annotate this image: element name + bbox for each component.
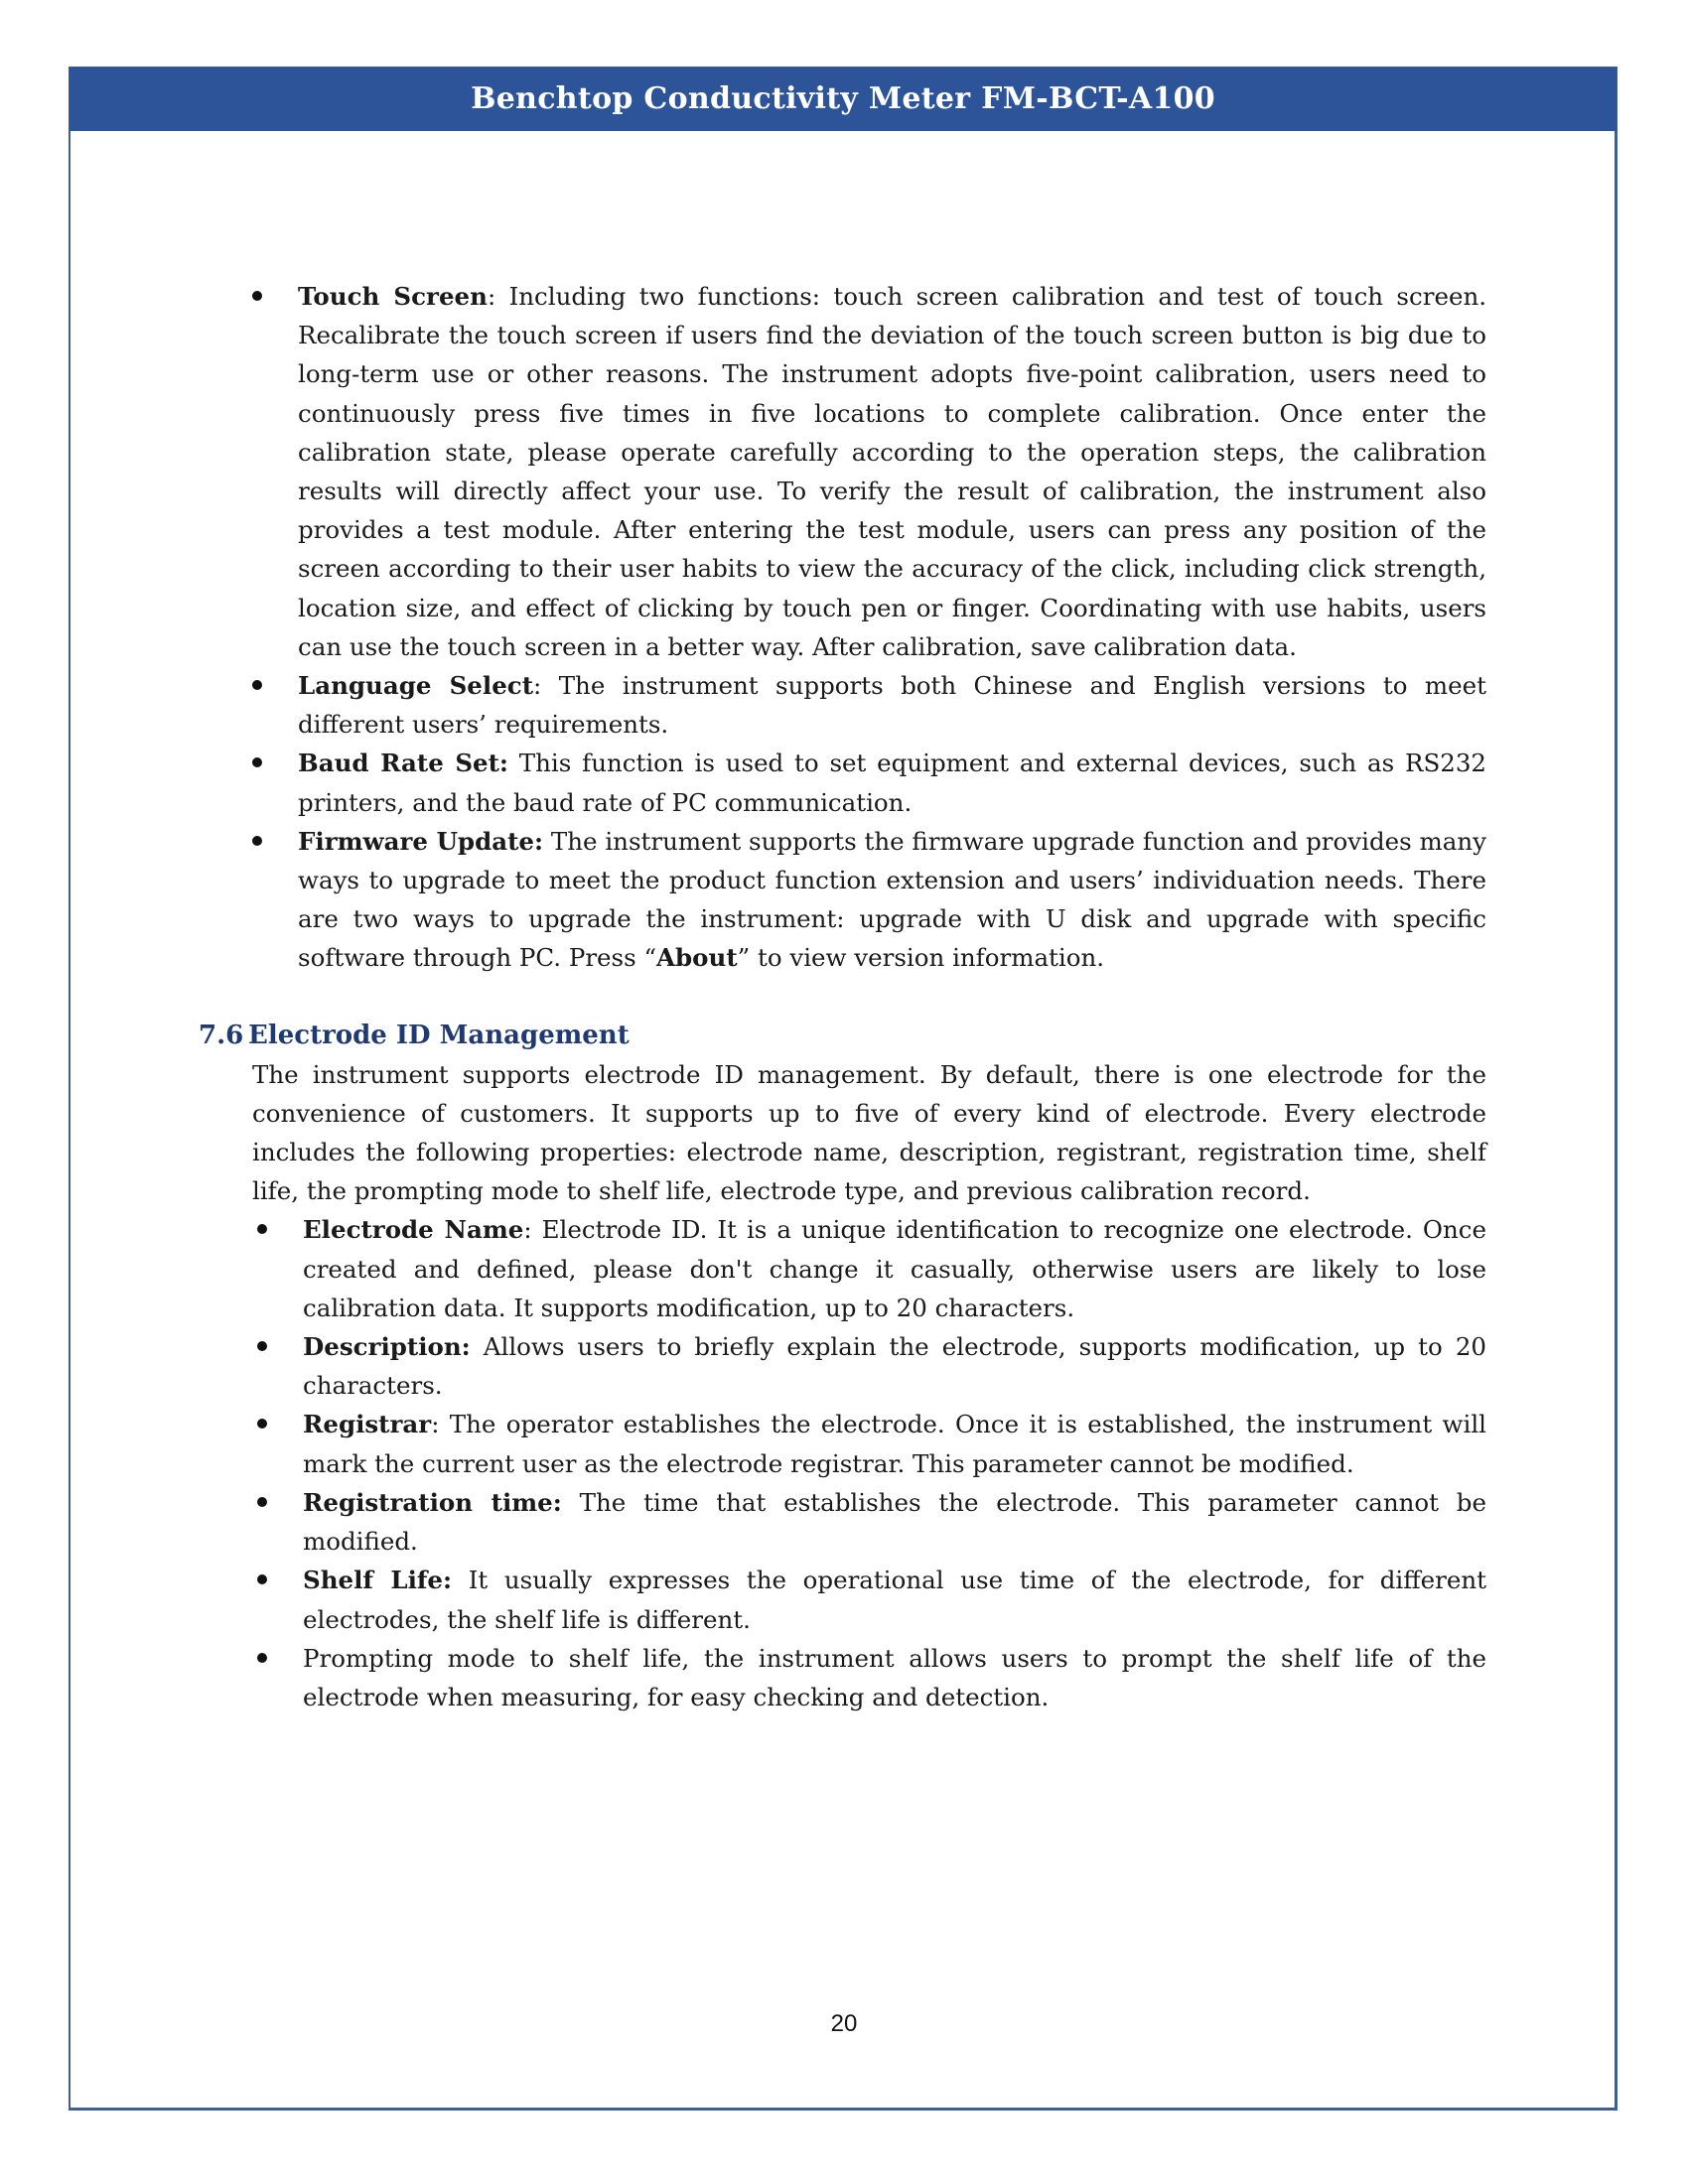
list-item-electrode-name [199, 1210, 1486, 1327]
bullet-icon [257, 1653, 267, 1663]
description: The time that establishes the electrode. This parameter cannot be modified. [303, 1487, 1486, 1557]
list-item-registrar [199, 1405, 1486, 1482]
description: The operator establishes the electrode. Once it is established, the instrument will mark the current user as the electrode registrar. This parameter cannot be modified. [303, 1410, 1486, 1478]
electrode-properties-list [199, 1210, 1486, 1716]
term: Registrar [303, 1410, 432, 1439]
description: Including two functions: touch screen calibration and test of touch screen. Recalibrate the touch screen if users find the deviation of the touch screen button is big due to long-term use or other reasons. The instrument adopts five-point calibration, users need to continuously press five times in five locations to complete calibration. Once enter the calibration state, please operate carefully according to the operation steps, the calibration results will directly affect your use. To verify the result of calibration, the instrument also provides a test module. After entering the test module, users can press any position of the screen according to their user habits to view the accuracy of the click, including click strength, location size, and effect of clicking by touch pen or finger. Coordinating with use habits, users can use the touch screen in a better way. After calibration, save calibration data. [298, 282, 1487, 661]
section-title: Electrode ID Management [248, 1020, 630, 1050]
term: Language Select [298, 671, 534, 701]
section-intro: The instrument supports electrode ID management. By default, there is one electrode for the convenience of customers. It supports up to five of every kind of electrode. Every electrode includes the following properties: electrode name, description, registrant, registration time, shelf life, the prompting mode to shelf life, electrode type, and previous calibration record. [252, 1059, 1486, 1206]
term-separator: : [523, 1215, 532, 1245]
term: Baud Rate Set: [298, 749, 508, 778]
bullet-icon [257, 1419, 267, 1429]
list-item-baud-rate [199, 744, 1486, 821]
page-header: Benchtop Conductivity Meter FM-BCT-A100 [70, 68, 1617, 131]
term: Registration time: [303, 1487, 562, 1517]
list-item-touch-screen [199, 277, 1486, 666]
term: Shelf Life: [303, 1566, 453, 1595]
term: Firmware Update: [298, 826, 544, 856]
about-keyword: About [656, 943, 738, 973]
list-item-shelf-life [199, 1561, 1486, 1638]
bullet-icon [257, 1497, 267, 1507]
description: Electrode ID. It is a unique identification to recognize one electrode. Once created and defined, please don't change it casually, otherwise users are likely to lose calibration data. It supports modification, up to 20 characters. [303, 1215, 1486, 1322]
description: The instrument supports both Chinese and English versions to meet different users’ requirements. [298, 671, 1487, 740]
settings-list [199, 277, 1486, 978]
list-item-prompting-mode [199, 1639, 1486, 1716]
term: Electrode Name [303, 1215, 524, 1245]
bullet-icon [252, 680, 262, 690]
description: This function is used to set equipment and external devices, such as RS232 printers, and the baud rate of PC communication. [298, 749, 1486, 817]
list-item-description [199, 1327, 1486, 1405]
description: It usually expresses the operational use time of the electrode, for different electrodes, the shelf life is different. [303, 1566, 1486, 1634]
description: Allows users to briefly explain the electrode, supports modification, up to 20 characters. [303, 1332, 1486, 1401]
term-separator: : [487, 282, 496, 311]
bullet-icon [257, 1574, 267, 1584]
term: Touch Screen [298, 282, 488, 311]
description-end: ” to view version information. [737, 943, 1105, 973]
bullet-icon [257, 1224, 267, 1234]
bullet-icon [257, 1341, 267, 1351]
section-heading [199, 1017, 1486, 1055]
bullet-icon [252, 291, 262, 301]
term-separator: : [533, 671, 542, 701]
bullet-icon [252, 757, 262, 767]
description: The instrument supports the firmware upgrade function and provides many ways to upgrade to meet the product function extension and users’ individuation needs. There are two ways to upgrade the instrument: upgrade with U disk and upgrade with specific software through PC. Press “ [298, 826, 1486, 973]
term: Description: [303, 1332, 471, 1362]
bullet-icon [252, 836, 262, 846]
page-content [199, 277, 1486, 1716]
page-number: 20 [830, 2010, 858, 2037]
list-item-registration-time [199, 1483, 1486, 1561]
list-item-language-select [199, 666, 1486, 744]
term-separator: : [431, 1410, 440, 1439]
description: Prompting mode to shelf life, the instrument allows users to prompt the shelf life of the electrode when measuring, for easy checking and detection. [303, 1643, 1486, 1711]
list-item-firmware-update [199, 822, 1486, 978]
section-number: 7.6 [199, 1020, 244, 1050]
